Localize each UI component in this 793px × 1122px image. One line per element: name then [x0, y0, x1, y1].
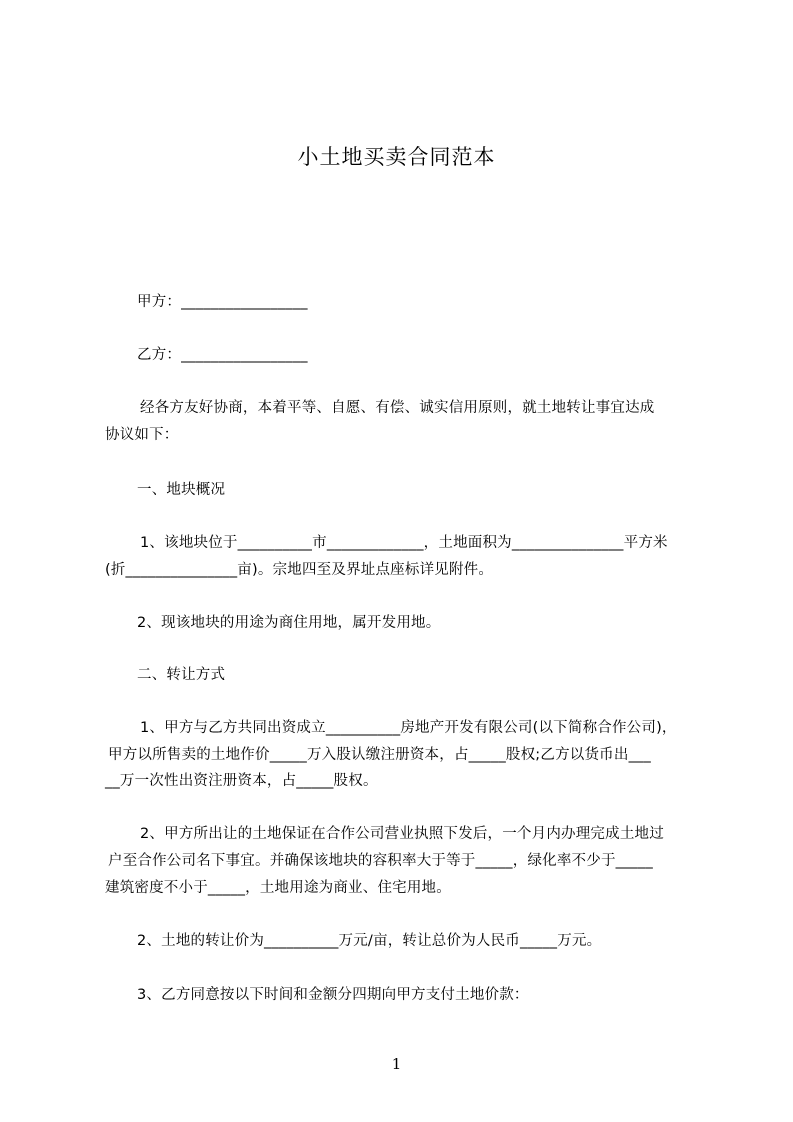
clause-1-1-line-1: 1、该地块位于__________市_____________，土地面积为_______________平方米 [140, 535, 668, 551]
clause-1-1-line-2: (折_______________亩)。宗地四至及界址点座标详见附件。 [105, 562, 494, 578]
clause-1-2: 2、现该地块的用途为商住用地，属开发用地。 [137, 615, 441, 631]
clause-2-2-line-3: 建筑密度不小于_____，土地用途为商业、住宅用地。 [105, 880, 451, 896]
clause-2-1-line-1: 1、甲方与乙方共同出资成立__________房地产开发有限公司(以下简称合作公司)， [140, 720, 677, 736]
preamble-line-2: 协议如下： [105, 427, 179, 443]
clause-2-4: 3、乙方同意按以下时间和金额分四期向甲方支付土地价款： [137, 987, 529, 1003]
clause-2-2-line-2: 户至合作公司名下事宜。并确保该地块的容积率大于等于_____，绿化率不少于_____ [108, 853, 653, 869]
page-number: 1 [391, 1055, 402, 1073]
clause-2-1-line-3: __万一次性出资注册资本，占_____股权。 [105, 773, 378, 789]
clause-2-1-line-2: 甲方以所售卖的土地作价_____万入股认缴注册资本，占_____股权;乙方以货币出___ [108, 747, 651, 763]
section-heading-2: 二、转让方式 [137, 667, 226, 683]
preamble-line-1: 经各方友好协商，本着平等、自愿、有偿、诚实信用原则，就土地转让事宜达成 [140, 400, 655, 416]
clause-2-2-line-1: 2、甲方所出让的土地保证在合作公司营业执照下发后，一个月内办理完成土地过 [140, 826, 664, 842]
party-a-line: 甲方：_________________ [137, 294, 308, 310]
clause-2-3: 2、土地的转让价为__________万元/亩，转让总价为人民币_____万元。 [137, 933, 602, 949]
party-b-line: 乙方：_________________ [137, 347, 308, 363]
section-heading-1: 一、地块概况 [137, 482, 226, 498]
document-title: 小土地买卖合同范本 [297, 145, 496, 169]
